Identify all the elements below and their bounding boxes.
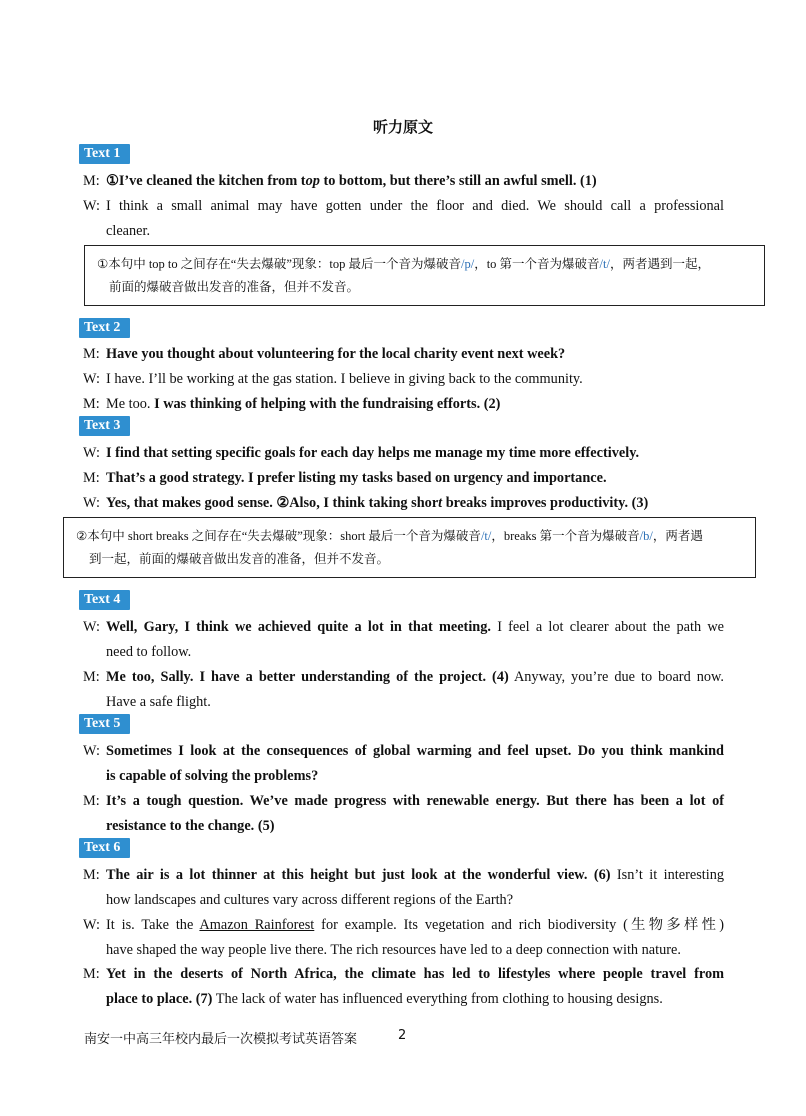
text-run: Me too, Sally. I have a better understanding of the project. (4) — [106, 669, 509, 685]
phonetic-symbol: /b/ — [639, 529, 653, 543]
phonetics-note-box — [84, 245, 765, 306]
text-run: ，两者遇到一起， — [609, 257, 710, 271]
phonetic-symbol: /t/ — [599, 257, 610, 271]
speaker-label: M: — [83, 346, 100, 362]
dialogue-line — [106, 665, 724, 690]
footer-page-number: 2 — [398, 1028, 407, 1043]
dialogue-line — [106, 491, 724, 516]
speaker-label: M: — [83, 966, 100, 982]
phonetic-symbol: /p/ — [460, 257, 475, 271]
note-line — [109, 276, 359, 299]
text-run: The air is a lot thinner at this height but just look at the wonderful view. (6) — [106, 867, 611, 883]
dialogue-line — [106, 392, 724, 417]
phonetic-symbol: /t/ — [480, 529, 492, 543]
text-run: op — [305, 173, 320, 189]
text-run: to bottom, but there’s still an awful smell. (1) — [319, 173, 597, 189]
speaker-label: W: — [83, 917, 100, 933]
speaker-label: M: — [83, 173, 100, 189]
text-section-label: Text 1 — [79, 144, 130, 164]
text-run: That’s a good strategy. I prefer listing my tasks based on urgency and importance. — [106, 470, 607, 486]
text-run: ②本句中 short breaks 之间存在“失去爆破”现象：short 最后一个音为爆破音 — [76, 529, 481, 543]
dialogue-line-continuation — [106, 987, 663, 1012]
note-line — [89, 548, 389, 571]
text-run: Yet in the deserts of North Africa, the climate has led to lifestyles where people travel from — [106, 966, 724, 982]
text-run: ，to 第一个音为爆破音 — [474, 257, 600, 271]
note-line — [97, 253, 710, 276]
dialogue-line — [106, 367, 724, 392]
dialogue-line — [106, 342, 724, 367]
text-run: I think a small animal may have gotten under the floor and died. We should call a professional — [106, 198, 724, 214]
text-run: ①本句中 top to 之间存在“失去爆破”现象：top 最后一个音为爆破音 — [97, 257, 461, 271]
speaker-label: W: — [83, 495, 100, 511]
speaker-label: W: — [83, 445, 100, 461]
dialogue-line — [106, 739, 724, 764]
text-run: ，两者遇 — [652, 529, 703, 543]
text-run: I feel a lot clearer about the path we — [490, 619, 724, 635]
dialogue-line — [106, 194, 724, 219]
text-run: It is. Take the — [106, 917, 200, 933]
text-run: place to place. (7) — [106, 991, 213, 1007]
text-run: Well, Gary, I think we achieved quite a lot in that meeting. — [106, 619, 491, 635]
dialogue-line — [106, 789, 724, 814]
speaker-label: W: — [83, 743, 100, 759]
text-run: Sometimes I look at the consequences of global warming and feel upset. Do you think mankind — [106, 743, 724, 759]
text-run: ，breaks 第一个音为爆破音 — [491, 529, 640, 543]
text-section-label: Text 6 — [79, 838, 130, 858]
text-run: I find that setting specific goals for each day helps me manage my time more effectively. — [106, 445, 640, 461]
text-run: Me too. — [106, 396, 155, 412]
speaker-label: W: — [83, 198, 100, 214]
text-run: The lack of water has influenced everything from clothing to housing designs. — [212, 991, 663, 1007]
dialogue-line-continuation: have shaped the way people live there. The rich resources have led to a deep connection with nature. — [106, 942, 681, 958]
text-run: I was thinking of helping with the fundraising efforts. (2) — [154, 396, 501, 412]
dialogue-line — [106, 466, 724, 491]
text-run: 到一起，前面的爆破音做出发音的准备，但并不发音。 — [89, 552, 390, 566]
text-run: Have you thought about volunteering for the local charity event next week? — [106, 346, 566, 362]
text-run: t — [438, 495, 443, 511]
text-run: Amazon Rainforest — [199, 917, 315, 933]
dialogue-line-continuation: cleaner. — [106, 223, 151, 239]
dialogue-line-continuation: need to follow. — [106, 644, 192, 660]
page-title: 听力原文 — [372, 118, 433, 136]
dialogue-line — [106, 863, 724, 888]
dialogue-line-continuation: how landscapes and cultures vary across different regions of the Earth? — [106, 892, 514, 908]
text-run: I have. I’ll be working at the gas station. I believe in giving back to the community. — [106, 371, 583, 387]
speaker-label: M: — [83, 867, 100, 883]
text-run: breaks improves productivity. (3) — [442, 495, 649, 511]
dialogue-line-continuation: is capable of solving the problems? — [106, 768, 319, 784]
text-run: Anyway, you’re due to board now. — [508, 669, 724, 685]
speaker-label: M: — [83, 470, 100, 486]
text-run: Isn’t it interesting — [610, 867, 724, 883]
text-section-label: Text 5 — [79, 714, 130, 734]
text-run: 前面的爆破音做出发音的准备，但并不发音。 — [109, 280, 360, 294]
text-run: ①I’ve cleaned the kitchen from t — [106, 173, 306, 189]
speaker-label: W: — [83, 371, 100, 387]
dialogue-line — [106, 169, 724, 194]
speaker-label: M: — [83, 793, 100, 809]
text-run: It’s a tough question. We’ve made progress with renewable energy. But there has been a lot of — [106, 793, 724, 809]
phonetics-note-box — [63, 517, 756, 578]
note-line — [76, 525, 703, 548]
dialogue-line-continuation: Have a safe flight. — [106, 694, 211, 710]
text-run: for example. Its vegetation and rich biodiversity (生物多样性) — [314, 917, 725, 933]
text-section-label: Text 2 — [79, 318, 130, 338]
speaker-label: M: — [83, 396, 100, 412]
dialogue-line-continuation: resistance to the change. (5) — [106, 818, 275, 834]
dialogue-line — [106, 615, 724, 640]
text-section-label: Text 3 — [79, 416, 130, 436]
speaker-label: W: — [83, 619, 100, 635]
speaker-label: M: — [83, 669, 100, 685]
footer-school: 南安一中高三年校内最后一次模拟考试英语答案 — [84, 1032, 358, 1047]
dialogue-line — [106, 913, 724, 938]
text-run: Yes, that makes good sense. ②Also, I think taking shor — [106, 495, 439, 511]
dialogue-line — [106, 441, 724, 466]
text-section-label: Text 4 — [79, 590, 130, 610]
dialogue-line — [106, 962, 724, 987]
